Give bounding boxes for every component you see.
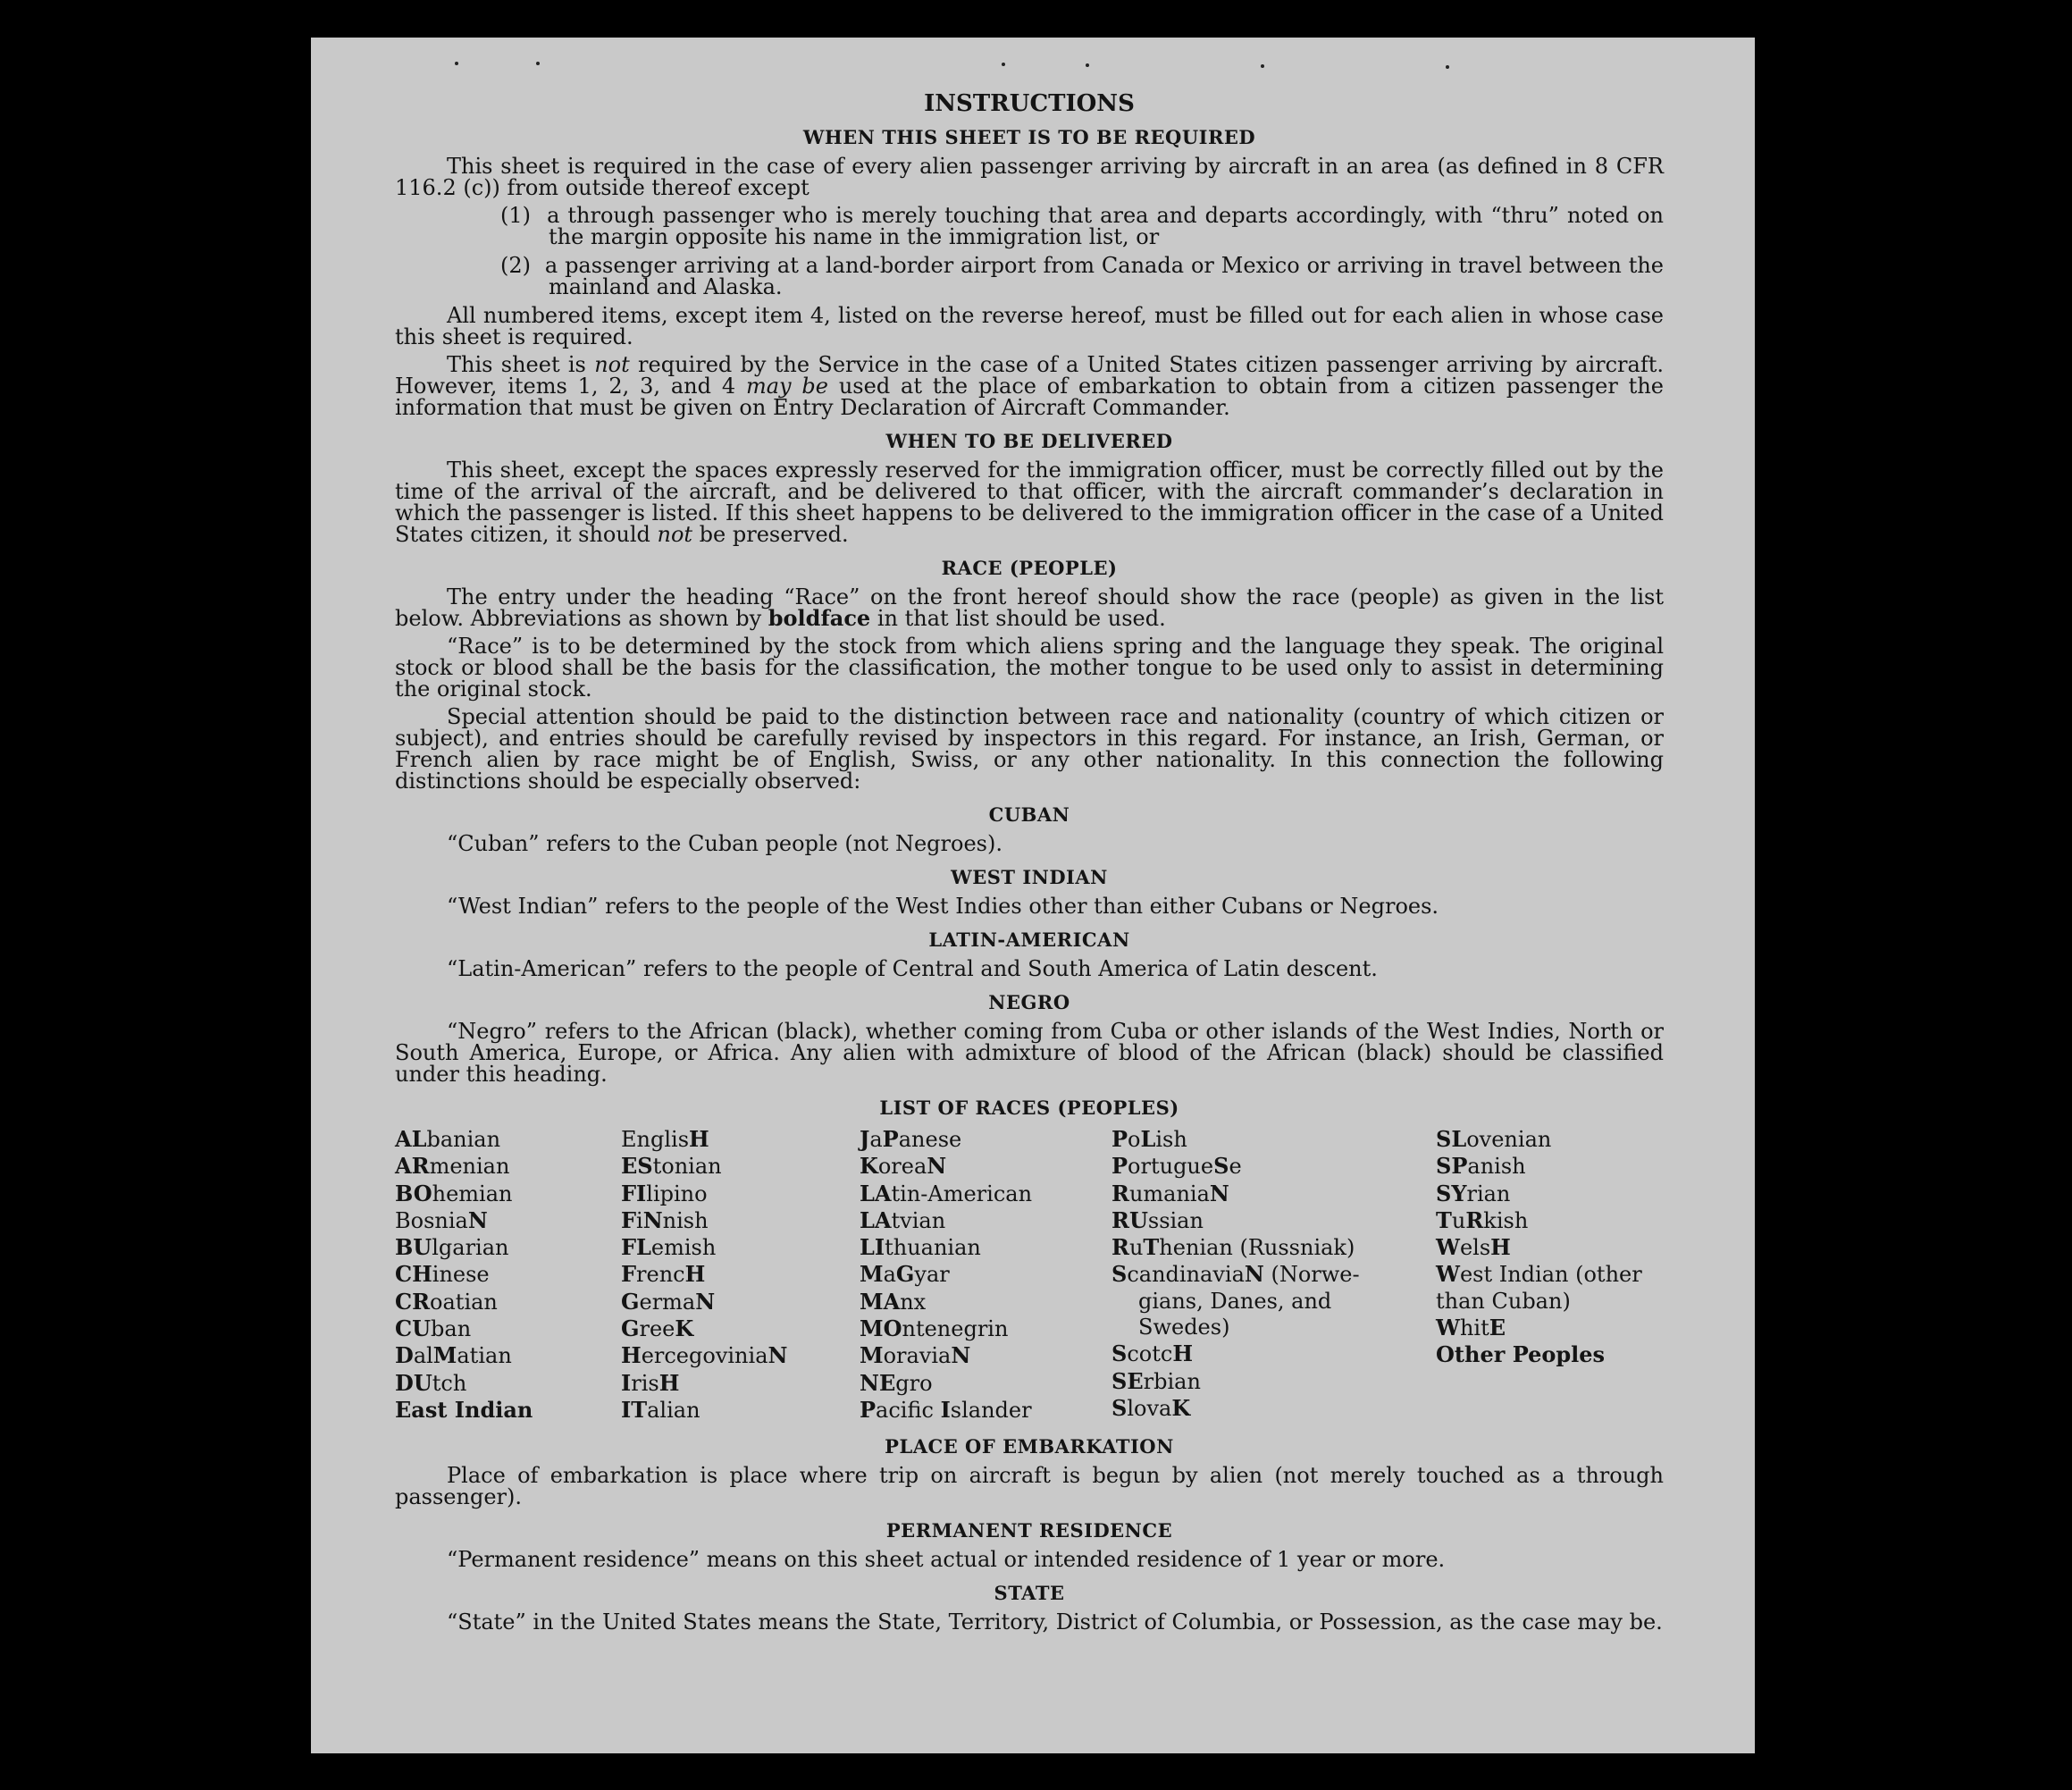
speck <box>455 62 458 65</box>
heading-residence: PERMANENT RESIDENCE <box>885 1519 1173 1542</box>
speck <box>1261 64 1264 68</box>
heading-state: STATE <box>994 1582 1065 1605</box>
heading-delivered: WHEN TO BE DELIVERED <box>885 430 1173 452</box>
west-indian-text: “West Indian” refers to the people of the West Indies other than either Cubans or Negroes. <box>447 894 1439 919</box>
race-entry: HercegoviniaN <box>621 1342 788 1369</box>
speck <box>536 62 540 65</box>
race-entry: ScotcH <box>1111 1340 1194 1367</box>
residence-text: “Permanent residence” means on this sheet actual or intended residence of 1 year or more. <box>447 1547 1446 1573</box>
required-para-2: All numbered items, except item 4, listed on the reverse hereof, must be filled out for each alien in whose case this sheet is required. <box>395 303 1664 349</box>
race-entry: Swedes) <box>1138 1315 1230 1340</box>
race-entry: SPanish <box>1436 1153 1526 1180</box>
required-item-2: (2) a passenger arriving at a land-border airport from Canada or Mexico or arriving in travel between the mainland and Alaska. <box>500 253 1664 299</box>
race-entry: Other Peoples <box>1436 1341 1606 1368</box>
heading-required: WHEN THIS SHEET IS TO BE REQUIRED <box>802 126 1256 148</box>
race-entry: LAtin-American <box>860 1180 1033 1206</box>
latin-american-text: “Latin-American” refers to the people of Central and South America of Latin descent. <box>447 956 1378 981</box>
race-entry: EnglisH <box>621 1126 709 1152</box>
race-entry: MOntenegrin <box>860 1315 1009 1342</box>
race-entry: FLemish <box>621 1234 717 1261</box>
races-column-1 <box>395 1126 621 1424</box>
heading-negro: NEGRO <box>988 991 1070 1013</box>
race-entry: gians, Danes, and <box>1138 1288 1332 1314</box>
race-entry: CHinese <box>395 1261 490 1288</box>
delivered-text: This sheet, except the spaces expressly reserved for the immigration officer, must be correctly filled out by the time of the arrival of the aircraft, and be delivered to that officer, with the aircraft commander’s declaration in which the passenger is listed. If this sheet happens to be delivered to the immigration officer in the case of a United States citizen, it should not be preserved. <box>395 458 1664 547</box>
race-entry: BUlgarian <box>395 1234 509 1261</box>
race-entry: MoraviaN <box>860 1342 971 1369</box>
race-entry: DalMatian <box>395 1342 512 1369</box>
race-entry: LIthuanian <box>860 1234 981 1261</box>
race-entry: SLovenian <box>1436 1126 1552 1152</box>
negro-text: “Negro” refers to the African (black), whether coming from Cuba or other islands of the West Indies, North or South America, Europe, or Africa. Any alien with admixture of blood of the African (black) should be classified under this heading. <box>395 1019 1664 1087</box>
races-list <box>395 1126 1664 1424</box>
race-entry: MaGyar <box>860 1261 950 1288</box>
race-entry: ScandinaviaN (Norwe- <box>1111 1261 1360 1288</box>
race-entry: WelsH <box>1436 1234 1511 1261</box>
required-para-3: This sheet is not required by the Service in the case of a United States citizen passenger arriving by aircraft. However, items 1, 2, 3, and 4 may be used at the place of embarkation to obtain from a citizen passenger the information that must be given on Entry Declaration of Aircraft Commander. <box>395 352 1664 420</box>
page-title: INSTRUCTIONS <box>924 90 1135 117</box>
races-column-3 <box>860 1126 1111 1424</box>
races-column-4 <box>1111 1126 1436 1424</box>
speck <box>1002 63 1005 66</box>
race-para-1: The entry under the heading “Race” on the front hereof should show the race (people) as given in the list below. Abbreviations as shown by boldface in that list should be used. <box>395 584 1664 631</box>
race-entry: TuRkish <box>1436 1206 1529 1233</box>
race-entry: RumaniaN <box>1111 1180 1229 1206</box>
races-column-5 <box>1436 1126 1664 1424</box>
heading-latin-american: LATIN-AMERICAN <box>928 929 1130 951</box>
race-entry: Pacific Islander <box>860 1396 1032 1423</box>
instructions-text <box>395 90 1665 1639</box>
race-entry: SYrian <box>1436 1180 1511 1206</box>
state-text: “State” in the United States means the State, Territory, District of Columbia, or Possession, as the case may be. <box>447 1609 1663 1635</box>
embarkation-text: Place of embarkation is place where trip on aircraft is begun by alien (not merely touched as a through passenger). <box>395 1463 1664 1510</box>
race-entry: BOhemian <box>395 1180 513 1206</box>
race-entry: RUssian <box>1111 1206 1204 1233</box>
heading-west-indian: WEST INDIAN <box>951 866 1108 888</box>
race-entry: FiNnish <box>621 1206 709 1233</box>
race-entry: EStonian <box>621 1153 722 1180</box>
race-entry: ALbanian <box>395 1126 501 1152</box>
race-entry: DUtch <box>395 1369 467 1396</box>
race-entry: CUban <box>395 1315 472 1342</box>
race-entry: GermaN <box>621 1288 716 1315</box>
speck <box>1086 63 1089 67</box>
race-entry: SErbian <box>1111 1367 1201 1394</box>
required-item-1: (1) a through passenger who is merely touching that area and departs accordingly, with “thru” noted on the margin opposite his name in the immigration list, or <box>500 203 1665 249</box>
races-column-2 <box>621 1126 860 1424</box>
race-entry: FrencH <box>621 1261 706 1288</box>
race-entry: SlovaK <box>1111 1394 1191 1421</box>
race-entry: GreeK <box>621 1315 694 1342</box>
race-entry: PoLish <box>1111 1126 1187 1152</box>
cuban-text: “Cuban” refers to the Cuban people (not Negroes). <box>447 831 1002 856</box>
heading-embarkation: PLACE OF EMBARKATION <box>885 1435 1174 1458</box>
race-entry: West Indian (other <box>1436 1261 1642 1288</box>
race-entry: RuThenian (Russniak) <box>1111 1234 1355 1261</box>
race-entry: East Indian <box>395 1396 533 1423</box>
race-entry: BosniaN <box>395 1206 488 1233</box>
heading-cuban: CUBAN <box>988 803 1070 826</box>
race-para-2: “Race” is to be determined by the stock from which aliens spring and the language they speak. The original stock or blood shall be the basis for the classification, the mother tongue to be used only to assist in determining the original stock. <box>395 634 1664 702</box>
race-entry: IrisH <box>621 1369 680 1396</box>
race-entry: NEgro <box>860 1369 933 1396</box>
heading-races-list: LIST OF RACES (PEOPLES) <box>879 1097 1179 1119</box>
race-entry: ARmenian <box>395 1153 510 1180</box>
required-intro: This sheet is required in the case of every alien passenger arriving by aircraft in an area (as defined in 8 CFR 116.2 (c)) from outside thereof except <box>395 154 1664 200</box>
race-entry: FIlipino <box>621 1180 708 1206</box>
race-entry: JaPanese <box>860 1126 962 1152</box>
race-entry: ITalian <box>621 1396 700 1423</box>
speck <box>1446 65 1449 69</box>
race-entry: PortugueSe <box>1111 1153 1242 1180</box>
race-para-3: Special attention should be paid to the distinction between race and nationality (country of which citizen or subject), and entries should be carefully revised by inspectors in this regard. For instance, an Irish, German, or French alien by race might be of English, Swiss, or any other nationality. In this connection the following distinctions should be especially observed: <box>395 704 1664 794</box>
race-entry: CRoatian <box>395 1288 498 1315</box>
race-entry: than Cuban) <box>1436 1288 1571 1314</box>
race-entry: KoreaN <box>860 1153 947 1180</box>
race-entry: LAtvian <box>860 1206 946 1233</box>
document-page <box>311 38 1755 1753</box>
race-entry: WhitE <box>1436 1315 1506 1341</box>
heading-race: RACE (PEOPLE) <box>941 557 1118 579</box>
race-entry: MAnx <box>860 1288 927 1315</box>
